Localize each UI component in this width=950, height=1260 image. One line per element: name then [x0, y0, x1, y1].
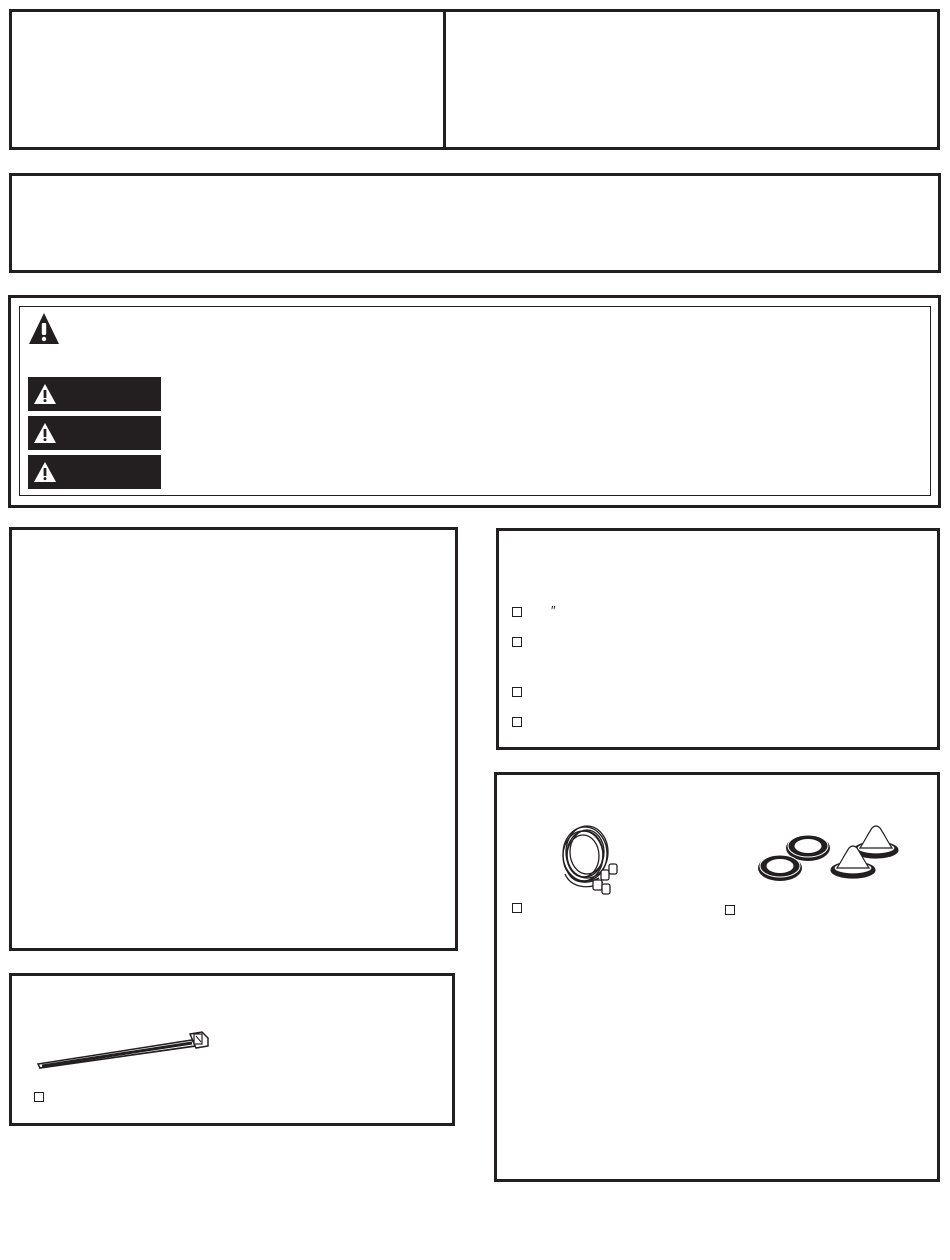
tool-inch-mark: ″ [551, 603, 556, 618]
washers-and-caps-illustration [752, 822, 902, 886]
header-divider [443, 12, 446, 150]
cable-tie-illustration [36, 1026, 216, 1072]
tool-checkbox[interactable] [512, 637, 522, 647]
cable-tie-checkbox[interactable] [34, 1092, 44, 1102]
water-hoses-illustration [555, 820, 625, 900]
intro-panel [9, 173, 941, 273]
danger-label [28, 377, 161, 411]
tool-checkbox[interactable] [512, 687, 522, 697]
tool-checkbox[interactable] [512, 607, 522, 617]
header-box [9, 9, 940, 150]
warning-triangle-icon [33, 422, 57, 444]
warning-triangle-icon [33, 383, 57, 405]
warning-label [28, 416, 161, 450]
washers-checkbox[interactable] [725, 905, 735, 915]
tools-panel [496, 528, 940, 750]
tool-checkbox[interactable] [512, 717, 522, 727]
warning-triangle-icon [33, 461, 57, 483]
hoses-checkbox[interactable] [512, 903, 522, 913]
left-info-panel [9, 527, 458, 951]
safety-alert-icon [27, 312, 61, 346]
caution-label [28, 455, 161, 489]
